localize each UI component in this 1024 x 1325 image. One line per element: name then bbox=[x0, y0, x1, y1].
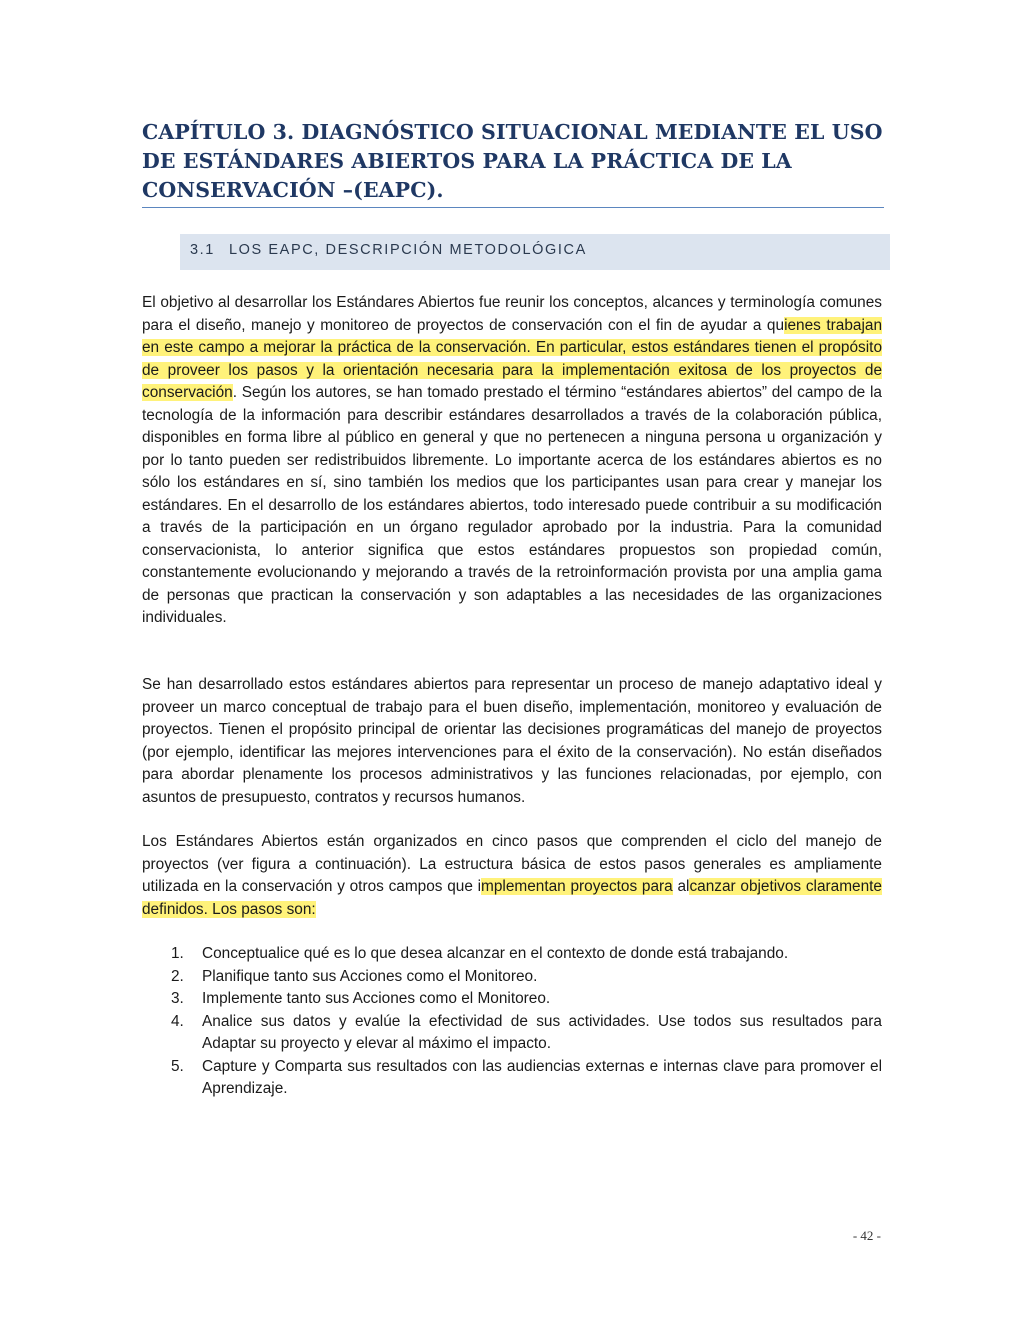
list-item-text: Conceptualice qué es lo que desea alcanzar en el contexto de donde está trabajando. bbox=[202, 945, 789, 962]
list-item-number: 4. bbox=[171, 1012, 184, 1030]
list-item bbox=[142, 966, 882, 989]
list-item-number: 3. bbox=[171, 990, 184, 1007]
list-item-text: Capture y Comparta sus resultados con las audiencias externas e internas clave para promover el Aprendizaje. bbox=[202, 1057, 882, 1097]
chapter-title: CAPÍTULO 3. DIAGNÓSTICO SITUACIONAL MEDIANTE EL USO DE ESTÁNDARES ABIERTOS PARA LA PRÁCTICA DE LA CONSERVACIÓN –(EAPC). bbox=[142, 120, 883, 202]
section-number: 3.1 bbox=[190, 242, 215, 258]
list-item-number: 2. bbox=[171, 967, 184, 985]
highlighted-text: canzar objetivos claramente definidos. Los pasos son: bbox=[142, 878, 882, 918]
paragraph-text: El objetivo al desarrollar los Estándares Abiertos fue reunir los conceptos, alcances y terminología comunes para el diseño, manejo y monitoreo de proyectos de conservación con el fin de ayudar a qu bbox=[142, 294, 882, 334]
chapter-title-rule bbox=[142, 207, 884, 208]
paragraph-text: . Según los autores, se han tomado prestado el término “estándares abiertos” del campo de la tecnología de la información para describir estándares desarrollados a través de la colaboración pública, disponibles en forma libre al público en general y que no pertenecen a ninguna persona u organización y por lo tanto pueden ser redistribuidos libremente. Lo importante acerca de los estándares abiertos es no sólo los estándares en sí, sino también los medios que los participantes usan para crear y manejar los estándares. En el desarrollo de los estándares abiertos, todo interesado puede contribuir a su modificación a través de la participación en un órgano regulador aprobado por la industria. Para la comunidad conservacionista, lo anterior significa que estos estándares propuestos son propiedad común, constantemente evolucionando y mejorando a través de la retroinformación provista por una amplia gama de personas que practican la conservación y son adaptables a las necesidades de las organizaciones individuales. bbox=[142, 384, 882, 626]
paragraph-text: al bbox=[672, 878, 690, 895]
steps-list bbox=[142, 943, 882, 1101]
paragraph-steps-intro bbox=[142, 831, 882, 921]
list-item-text: Planifique tanto sus Acciones como el Monitoreo. bbox=[202, 967, 538, 985]
paragraph-purpose: Se han desarrollado estos estándares abiertos para representar un proceso de manejo adaptativo ideal y proveer un marco conceptual de trabajo para el buen diseño, implementación, monitoreo y evaluación de proyectos. Tienen el propósito principal de orientar las decisiones programáticas del manejo de proyectos (por ejemplo, identificar las mejores intervenciones para el éxito de la conservación). No están diseñados para abordar plenamente los procesos administrativos y las funciones relacionadas, por ejemplo, con asuntos de presupuesto, contratos y recursos humanos. bbox=[142, 676, 882, 806]
list-item-text: Analice sus datos y evalúe la efectividad de sus actividades. Use todos sus resultados para Adaptar su proyecto y elevar al máximo el impacto. bbox=[202, 1012, 882, 1052]
paragraph-objective bbox=[142, 292, 882, 630]
list-item bbox=[142, 943, 882, 966]
list-item-text: Implemente tanto sus Acciones como el Monitoreo. bbox=[202, 990, 551, 1007]
highlighted-text: mplementan proyectos para bbox=[481, 878, 673, 895]
list-item bbox=[142, 1011, 882, 1056]
section-title-text: LOS EAPC, DESCRIPCIÓN METODOLÓGICA bbox=[228, 242, 587, 258]
page-number: - 42 - bbox=[852, 1228, 881, 1243]
list-item-number: 5. bbox=[171, 1057, 184, 1075]
paragraph-text: Los Estándares Abiertos están organizados en cinco pasos que comprenden el ciclo del manejo de proyectos (ver figura a continuación). La estructura básica de estos pasos generales es ampliamente utilizada en la conservación y otros campos que i bbox=[142, 833, 882, 895]
list-item bbox=[142, 988, 882, 1011]
highlighted-text: ienes trabajan en este campo a mejorar la práctica de la conservación. En particular, estos estándares tienen el propósito de proveer los pasos y la orientación necesaria para la implementación exitosa de los proyectos de conservación bbox=[142, 316, 883, 401]
list-item bbox=[142, 1056, 882, 1101]
section-heading bbox=[190, 242, 587, 258]
list-item-number: 1. bbox=[171, 945, 184, 962]
